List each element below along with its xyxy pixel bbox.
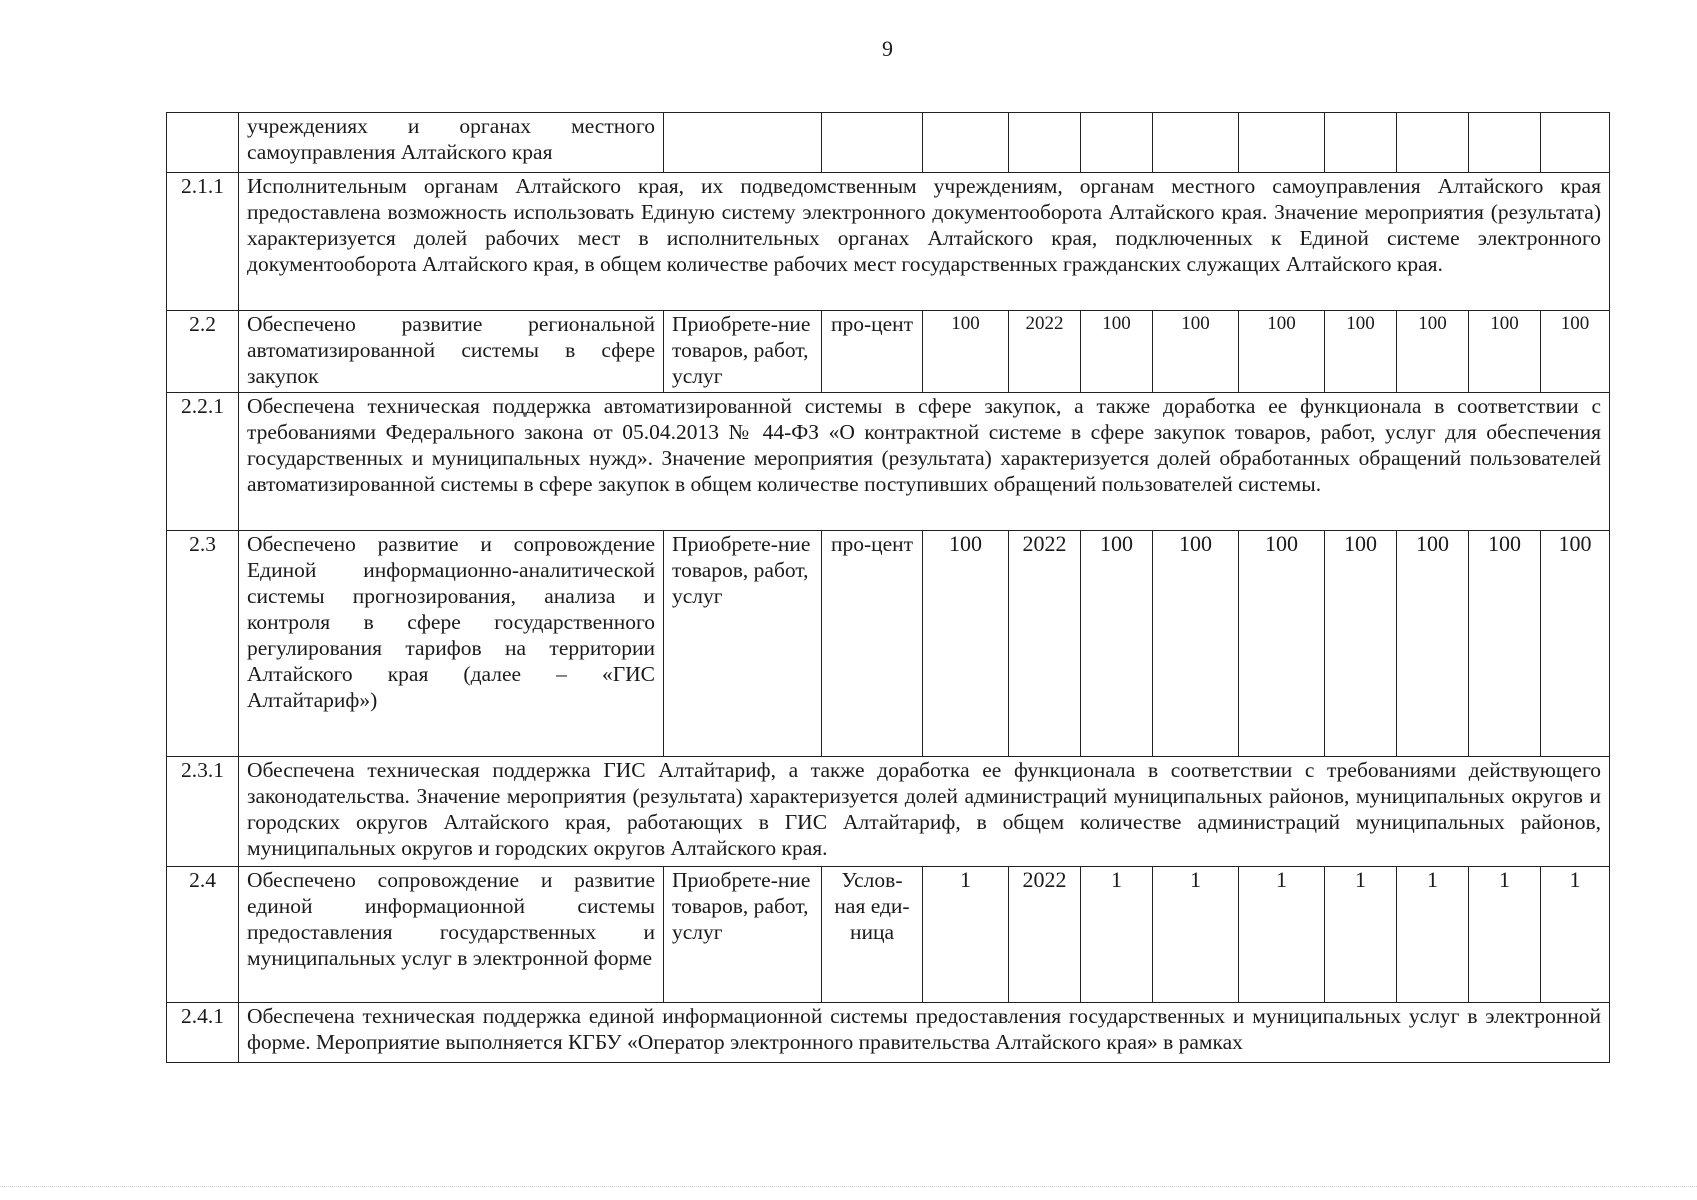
unit-cell: про-цент bbox=[822, 311, 923, 393]
value-cell: 2022 bbox=[1009, 311, 1081, 393]
value-cell: 100 bbox=[1397, 311, 1469, 393]
event-type-cell: Приобрете-ние товаров, работ, услуг bbox=[664, 531, 822, 757]
value-cell bbox=[1469, 113, 1541, 173]
row-number-cell: 2.4 bbox=[167, 867, 239, 1003]
value-cell: 100 bbox=[1081, 531, 1153, 757]
result-description-cell: Обеспечена техническая поддержка ГИС Алтайтариф, а также доработка ее функционала в соответствии с требованиями действующего законодательства. Значение мероприятия (результата) характеризуется долей администраций муниципальных районов, муниципальных округов и городских округов Алтайского края, работающих в ГИС Алтайтариф, в общем количестве администраций муниципальных районов, муниципальных округов и городских округов Алтайского края. bbox=[239, 757, 1610, 867]
value-cell bbox=[1009, 113, 1081, 173]
table-body bbox=[167, 113, 1610, 1063]
scan-edge bbox=[0, 1186, 1697, 1188]
value-cell bbox=[923, 113, 1009, 173]
value-cell bbox=[1325, 113, 1397, 173]
unit-cell: Услов-ная еди-ница bbox=[822, 867, 923, 1003]
event-type-cell: Приобрете-ние товаров, работ, услуг bbox=[664, 311, 822, 393]
value-cell bbox=[1397, 113, 1469, 173]
row-number-cell: 2.3 bbox=[167, 531, 239, 757]
value-cell: 1 bbox=[1397, 867, 1469, 1003]
value-cell: 100 bbox=[1469, 531, 1541, 757]
value-cell: 1 bbox=[1325, 867, 1397, 1003]
value-cell: 100 bbox=[1325, 311, 1397, 393]
value-cell: 1 bbox=[1469, 867, 1541, 1003]
value-cell bbox=[822, 113, 923, 173]
value-cell bbox=[1081, 113, 1153, 173]
value-cell bbox=[1153, 113, 1239, 173]
result-name-cell: Обеспечено развитие региональной автоматизированной системы в сфере закупок bbox=[239, 311, 664, 393]
value-cell: 100 bbox=[1239, 311, 1325, 393]
table-row bbox=[167, 311, 1610, 393]
row-number-cell bbox=[167, 113, 239, 173]
result-name-cell: Обеспечено сопровождение и развитие единой информационной системы предоставления государственных и муниципальных услуг в электронной форме bbox=[239, 867, 664, 1003]
value-cell bbox=[1541, 113, 1610, 173]
value-cell: 100 bbox=[1397, 531, 1469, 757]
indicators-table bbox=[166, 112, 1610, 1063]
value-cell: 100 bbox=[1325, 531, 1397, 757]
result-name-cell: Обеспечено развитие и сопровождение Единой информационно-аналитической системы прогнозирования, анализа и контроля в сфере государственного регулирования тарифов на территории Алтайского края (далее – «ГИС Алтайтариф») bbox=[239, 531, 664, 757]
row-number-cell: 2.4.1 bbox=[167, 1003, 239, 1063]
value-cell bbox=[1239, 113, 1325, 173]
table-row bbox=[167, 173, 1610, 311]
value-cell: 100 bbox=[923, 311, 1009, 393]
value-cell: 100 bbox=[1541, 311, 1610, 393]
table-row bbox=[167, 867, 1610, 1003]
value-cell: 1 bbox=[1239, 867, 1325, 1003]
value-cell: 100 bbox=[1081, 311, 1153, 393]
value-cell bbox=[664, 113, 822, 173]
table-row bbox=[167, 531, 1610, 757]
result-description-cell: Обеспечена техническая поддержка единой информационной системы предоставления государственных и муниципальных услуг в электронной форме. Мероприятие выполняется КГБУ «Оператор электронного правительства Алтайского края» в рамках bbox=[239, 1003, 1610, 1063]
table-row bbox=[167, 1003, 1610, 1063]
unit-cell: про-цент bbox=[822, 531, 923, 757]
value-cell: 1 bbox=[923, 867, 1009, 1003]
value-cell: 2022 bbox=[1009, 531, 1081, 757]
table-row bbox=[167, 757, 1610, 867]
value-cell: 100 bbox=[1541, 531, 1610, 757]
value-cell: 1 bbox=[1153, 867, 1239, 1003]
table-row bbox=[167, 113, 1610, 173]
value-cell: 100 bbox=[1153, 531, 1239, 757]
event-type-cell: Приобрете-ние товаров, работ, услуг bbox=[664, 867, 822, 1003]
value-cell: 100 bbox=[1239, 531, 1325, 757]
value-cell: 100 bbox=[1153, 311, 1239, 393]
table-row bbox=[167, 393, 1610, 531]
result-name-cell: учреждениях и органах местного самоуправления Алтайского края bbox=[239, 113, 664, 173]
result-description-cell: Обеспечена техническая поддержка автоматизированной системы в сфере закупок, а также доработка ее функционала в соответствии с требованиями Федерального закона от 05.04.2013 № 44-ФЗ «О контрактной системе в сфере закупок товаров, работ, услуг для обеспечения государственных и муниципальных нужд». Значение мероприятия (результата) характеризуется долей обработанных обращений пользователей автоматизированной системы в сфере закупок в общем количестве поступивших обращений пользователей системы. bbox=[239, 393, 1610, 531]
row-number-cell: 2.3.1 bbox=[167, 757, 239, 867]
row-number-cell: 2.1.1 bbox=[167, 173, 239, 311]
page-number: 9 bbox=[882, 36, 893, 61]
row-number-cell: 2.2 bbox=[167, 311, 239, 393]
result-description-cell: Исполнительным органам Алтайского края, их подведомственным учреждениям, органам местного самоуправления Алтайского края предоставлена возможность использовать Единую систему электронного документооборота Алтайского края. Значение мероприятия (результата) характеризуется долей рабочих мест в исполнительных органах Алтайского края, подключенных к Единой системе электронного документооборота Алтайского края, в общем количестве рабочих мест государственных гражданских служащих Алтайского края. bbox=[239, 173, 1610, 311]
value-cell: 1 bbox=[1541, 867, 1610, 1003]
value-cell: 100 bbox=[923, 531, 1009, 757]
value-cell: 1 bbox=[1081, 867, 1153, 1003]
value-cell: 100 bbox=[1469, 311, 1541, 393]
value-cell: 2022 bbox=[1009, 867, 1081, 1003]
row-number-cell: 2.2.1 bbox=[167, 393, 239, 531]
